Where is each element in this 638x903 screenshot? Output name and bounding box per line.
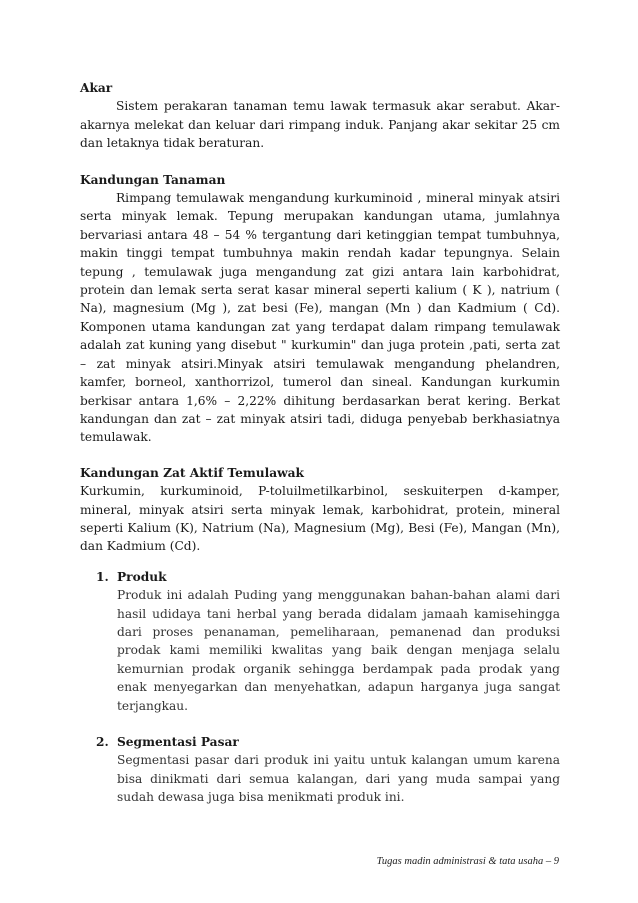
document-body [80,79,560,807]
heading-akar: Akar [80,81,113,95]
heading-kandungan-tanaman: Kandungan Tanaman [80,172,226,187]
heading-zat-aktif: Kandungan Zat Aktif Temulawak [80,465,304,480]
page-footer: Tugas madin administrasi & tata usaha – 9 [376,856,559,867]
list-title: Segmentasi Pasar [117,735,239,749]
list-number: 1. [96,569,109,584]
paragraph-zat-aktif: Kurkumin, kurkuminoid, P-toluilmetilkarbinol, seskuiterpen d-kamper, mineral, minyak atsiri serta minyak lemak, karbohidrat, protein, mineral seperti Kalium (K), Natrium (Na), Magnesium (Mg), Besi (Fe), Mangan (Mn), dan Kadmium (Cd). [80,484,560,554]
list-item-segmentasi-pasar [80,733,560,807]
list-text: Produk ini adalah Puding yang menggunakan bahan-bahan alami dari hasil udidaya tani herbal yang berada didalam jamaah kamisehingga dari proses penanaman, pemeliharaan, pemanenad dan produksi prodak kami memiliki kwalitas yang baik dengan menjaga selalu kemurnian prodak organik sehingga berdampak pada prodak yang enak menyegarkan dan menyehatkan, adapun harganya juga sangat terjangkau. [117,588,560,713]
list-text: Segmentasi pasar dari produk ini yaitu untuk kalangan umum karena bisa dinikmati dari semua kalangan, dari yang muda sampai yang sudah dewasa juga bisa menikmati produk ini. [117,753,560,805]
list-number: 2. [96,735,109,749]
list-title: Produk [117,569,167,584]
paragraph-kandungan-tanaman: Rimpang temulawak mengandung kurkuminoid , mineral minyak atsiri serta minyak lemak. Tepung merupakan kandungan utama, jumlahnya bervariasi antara 48 – 54 % tergantung dari ketinggian tempat tumbuhnya, makin tinggi tempat tumbuhnya makin rendah kadar tepungnya. Selain tepung , temulawak juga mengandung zat gizi antara lain karbohidrat, protein dan lemak serta serat kasar mineral seperti kalium ( K ), natrium ( Na), magnesium (Mg ), zat besi (Fe), mangan (Mn ) dan Kadmium ( Cd). Komponen utama kandungan zat yang terdapat dalam rimpang temulawak adalah zat kuning yang disebut " kurkumin" dan juga protein ,pati, serta zat – zat minyak atsiri.Minyak atsiri temulawak mengandung phelandren, kamfer, borneol, xanthorrizol, tumerol dan sineal. Kandungan kurkumin berkisar antara 1,6% – 2,22% dihitung berdasarkan berat kering. Berkat kandungan dan zat – zat minyak atsiri tadi, diduga penyebab berkhasiatnya temulawak. [80,191,560,445]
list-item-produk [80,568,560,715]
paragraph-akar: Sistem perakaran tanaman temu lawak termasuk akar serabut. Akar-akarnya melekat dan keluar dari rimpang induk. Panjang akar sekitar 25 cm dan letaknya tidak beraturan. [80,99,560,151]
